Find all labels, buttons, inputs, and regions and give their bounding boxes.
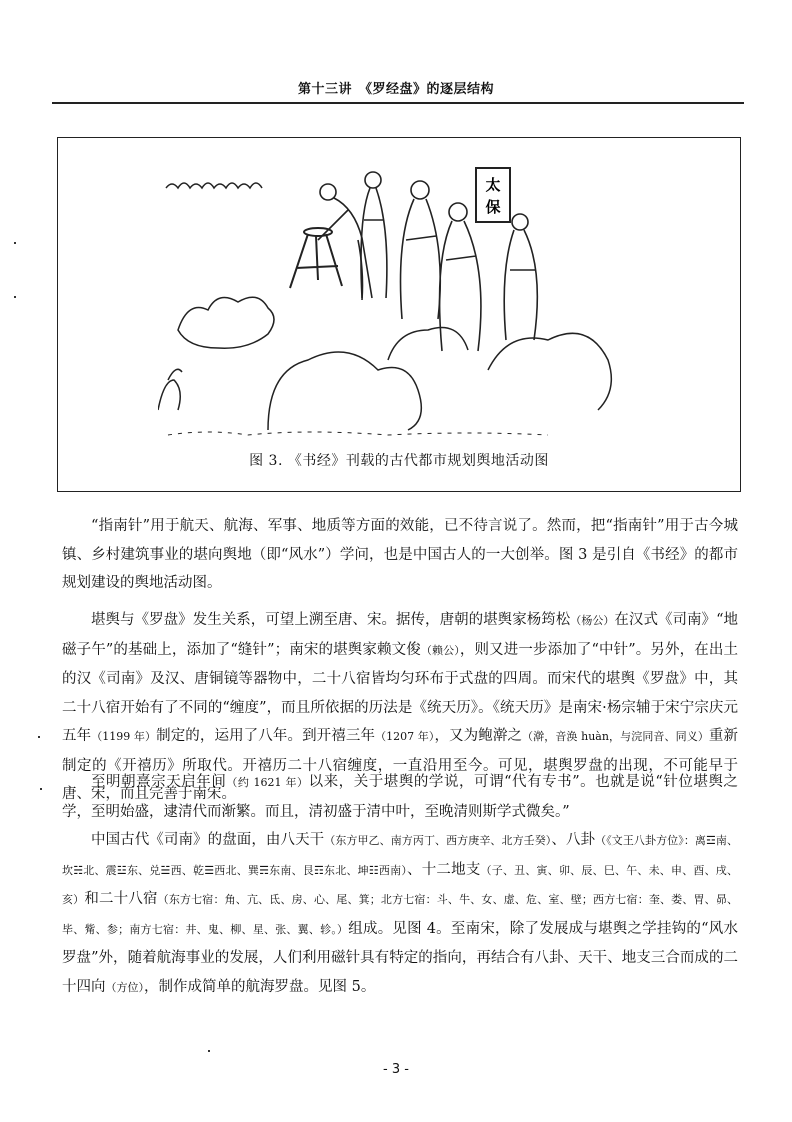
figure-standing-1 — [361, 172, 387, 298]
shrub-bottom-left — [158, 369, 182, 410]
svg-text:保: 保 — [485, 198, 501, 216]
shrub-right-1 — [388, 328, 468, 361]
scan-speck — [38, 736, 40, 738]
header-rule — [52, 102, 744, 104]
svg-text:太: 太 — [485, 176, 501, 194]
paragraph-3: 至明朝熹宗天启年间（约 1621 年）以来，关于堪舆的学说，可谓“代有专书”。也就是说“针位堪舆之学，至明始盛，逮清代而渐繁。而且，清初盛于清中叶，至晚清则斯学式微矣。” — [62, 774, 738, 820]
shrub-middle — [268, 352, 421, 430]
taibao-sign — [476, 168, 510, 222]
figure-standing-2 — [401, 181, 441, 319]
figure-bending — [318, 184, 372, 300]
ancient-survey-illustration — [158, 150, 628, 442]
paragraph-1: “指南针”用于航天、航海、军事、地质等方面的效能，已不待言说了。然而，把“指南针”用于古今城镇、乡村建筑事业的堪向舆地（即“风水”）学问，也是中国古人的一大创举。图 3 是引自《书经》的都市规划建设的舆地活动图。 — [62, 518, 738, 591]
shrub-left — [178, 297, 274, 348]
figure-standing-4 — [504, 214, 537, 340]
figure-standing-3 — [440, 203, 481, 351]
figure-3 — [57, 137, 741, 492]
figure-caption: 图 3. 《书经》刊载的古代都市规划舆地活动图 — [249, 453, 549, 469]
page-number: - 3 - — [383, 1062, 409, 1077]
scan-speck — [208, 1050, 210, 1052]
tripod-table-icon — [290, 228, 342, 288]
scan-speck — [40, 788, 42, 790]
scan-speck — [14, 296, 16, 298]
paragraph-4: 中国古代《司南》的盘面，由八天干（东方甲乙、南方丙丁、西方庚辛、北方壬癸）、八卦（《文王八卦方位》：离☲南、坎☵北、震☳东、兑☱西、乾☰西北、巽☴东南、艮☶东北、坤☷西南）、十二地支（子、丑、寅、卯、辰、巳、午、未、申、酉、戌、亥）和二十八宿（东方七宿：角、亢、氐、房、心、尾、箕；北方七宿：斗、牛、女、虚、危、室、壁；西方七宿：奎、娄、胃、昴、毕、觜、参；南方七宿：井、鬼、柳、星、张、翼、轸。）组成。见图 4。至南宋，除了发展成与堪舆之学挂钩的“风水罗盘”外，随着航海事业的发展，人们利用磁针具有特定的指向，再结合有八卦、天干、地支三合而成的二十四向（方位），制作成简单的航海罗盘。见图 5。 — [62, 832, 739, 995]
shrub-right-2 — [488, 333, 611, 410]
paragraph-2: 堪舆与《罗盘》发生关系，可望上溯至唐、宋。据传，唐朝的堪舆家杨筠松（杨公）在汉式《司南》“地磁子午”的基础上，添加了“缝针”；南宋的堪舆家赖文俊（赖公），则又进一步添加了“中针”。另外，在出土的汉《司南》及汉、唐铜镜等器物中，二十八宿皆均匀环布于式盘的四周。而宋代的堪舆《罗盘》中，其二十八宿开始有了不同的“缠度”，而且所依据的历法是《统天历》。《统天历》是南宋·杨宗辅于宋宁宗庆元五年（1199 年）制定的，运用了八年。到开禧三年（1207 年），又为鲍澣之（澣，音涣 huàn，与浣同音、同义）重新制定的《开禧历》所取代。开禧历二十八宿缠度，一直沿用至今。可见，堪舆罗盘的出现，不可能早于唐、宋，而且完善于南宋。 — [62, 612, 739, 802]
page-header: 第十三讲 《罗经盘》的逐层结构 — [297, 82, 494, 97]
scan-speck — [14, 242, 16, 244]
